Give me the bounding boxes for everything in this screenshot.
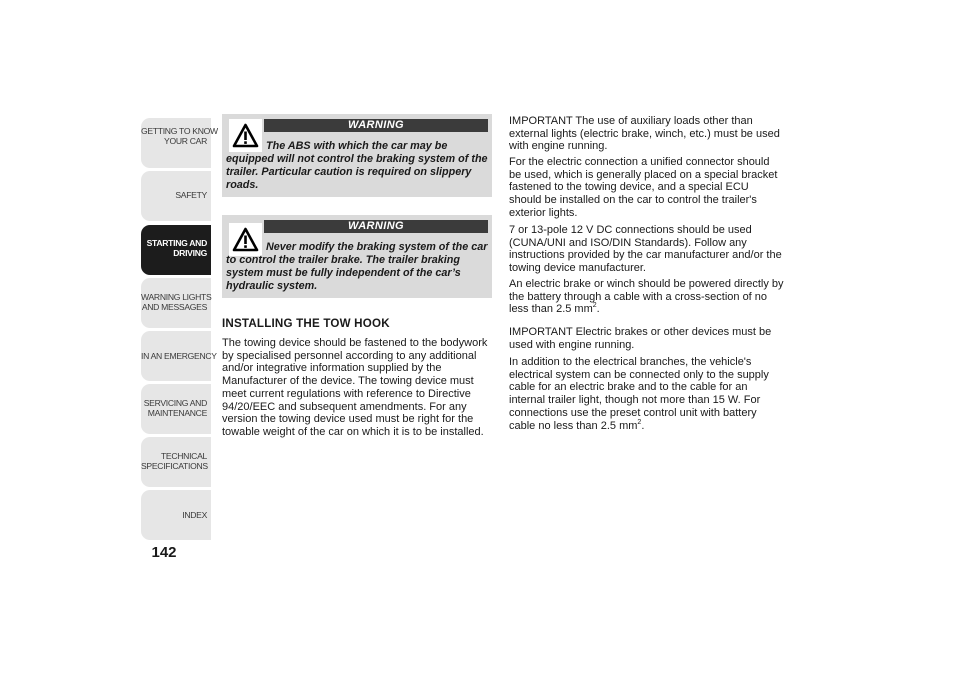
paragraph-text: An electric brake or winch should be powered directly by the battery through a cable with a cross-section of no less than 2.5 mm: [509, 278, 784, 316]
tab-label: TECHNICAL: [160, 451, 207, 461]
superscript: 2: [637, 418, 642, 426]
paragraph: [509, 278, 784, 316]
warning-title: WARNING: [264, 119, 488, 132]
tab-label: GETTING TO KNOW: [141, 126, 218, 136]
section-heading: INSTALLING THE TOW HOOK: [222, 317, 390, 330]
tab-label: DRIVING: [173, 248, 207, 258]
warning-text: Never modify the braking system of the car to control the trailer brake. The trailer braking system must be fully independent of the car’s hydraulic system.: [226, 241, 488, 292]
superscript: 2: [592, 302, 597, 310]
tab-label: SERVICING AND: [143, 398, 207, 408]
paragraph: The towing device should be fastened to the bodywork by specialised personnel according to any additional and/or integrative information supplied by the Manufacturer of the device. The towing device must meet current regulations with reference to Directive 94/20/EEC and subsequent amendments. For any version the towing device used must be right for the towable weight of the car on which it is to be installed.: [222, 337, 488, 438]
tab-starting-and-driving[interactable]: [141, 225, 211, 275]
tab-index[interactable]: [141, 490, 211, 540]
warning-box: [222, 215, 492, 298]
paragraph-text: .: [596, 303, 600, 316]
warning-box: [222, 114, 492, 197]
tab-label: STARTING AND: [146, 238, 207, 248]
paragraph: 7 or 13-pole 12 V DC connections should be used (CUNA/UNI and ISO/DIN Standards). Follow any instructions provided by the car manufacturer and/or the towing device manufacturer.: [509, 224, 782, 275]
tab-getting-to-know-your-car[interactable]: [141, 118, 218, 168]
tab-label: YOUR CAR: [164, 136, 207, 146]
warning-title: WARNING: [264, 220, 488, 233]
tab-technical-specifications[interactable]: [141, 437, 211, 487]
tab-label: WARNING LIGHTS: [141, 292, 212, 302]
tab-label: INDEX: [182, 510, 207, 520]
tab-servicing-and-maintenance[interactable]: [141, 384, 211, 434]
tab-label: SPECIFICATIONS: [141, 461, 208, 471]
tab-label: AND MESSAGES: [141, 302, 207, 312]
paragraph: IMPORTANT Electric brakes or other devices must be used with engine running.: [509, 326, 772, 351]
tab-label: MAINTENANCE: [147, 408, 207, 418]
page-number: 142: [151, 544, 177, 561]
tab-label: IN AN EMERGENCY: [141, 351, 217, 361]
tab-in-an-emergency[interactable]: [141, 331, 217, 381]
warning-text: The ABS with which the car may be equipped will not control the braking system of the trailer. Particular caution is required on slippery roads.: [226, 140, 488, 191]
tab-safety[interactable]: [141, 171, 211, 221]
paragraph: [509, 356, 784, 432]
tab-warning-lights-and-messages[interactable]: [141, 278, 211, 328]
paragraph: IMPORTANT The use of auxiliary loads other than external lights (electric brake, winch, etc.) must be used with engine running.: [509, 115, 780, 153]
paragraph-text: In addition to the electrical branches, the vehicle's electrical system can be connected only to the supply cable for an electric brake and to the cable for an internal trailer light, though not more than 15 W. For connections use the preset control unit with battery cable no less than 2.5 mm: [509, 356, 769, 432]
paragraph: For the electric connection a unified connector should be used, which is generally placed on a special bracket fastened to the towing device, and a special ECU should be installed on the car to control the trailer's exterior lights.: [509, 156, 778, 219]
tab-label: SAFETY: [175, 190, 207, 200]
paragraph-text: .: [641, 419, 645, 432]
